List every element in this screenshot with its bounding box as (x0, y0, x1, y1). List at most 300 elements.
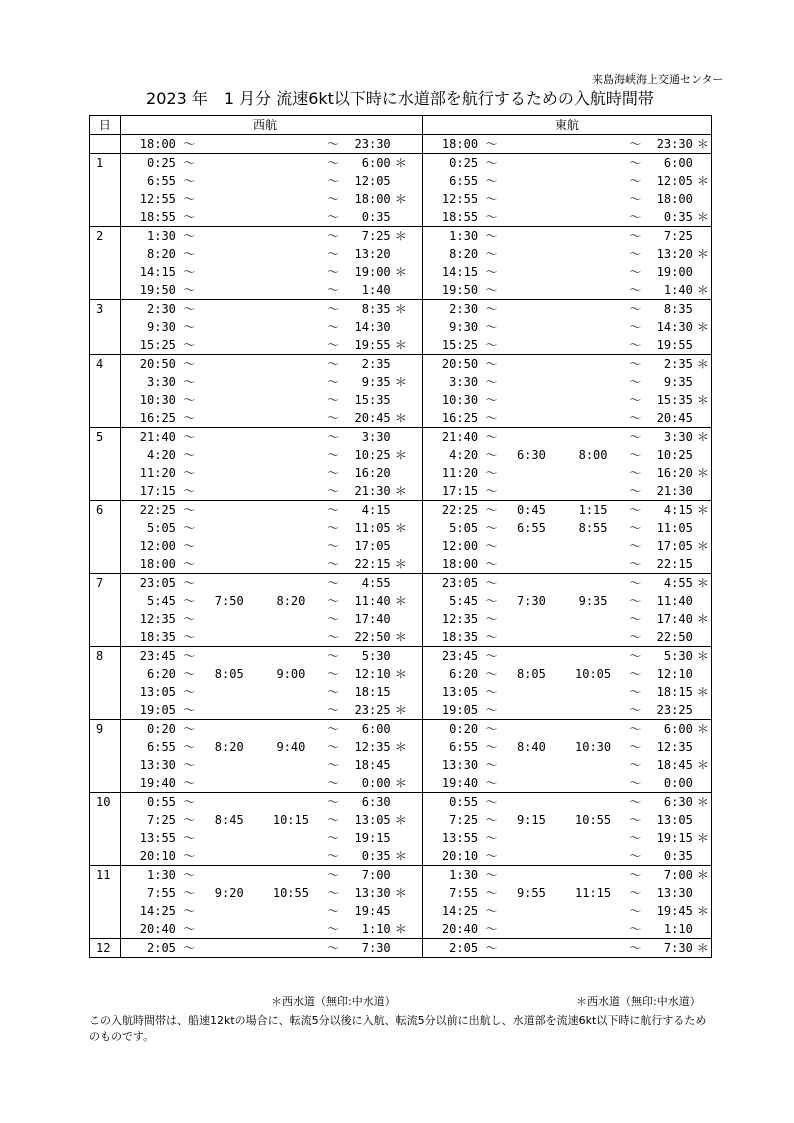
tilde-mark: ～ (323, 793, 344, 812)
east-end-time: 19:55 (656, 338, 693, 352)
west-channel-mark (393, 574, 409, 593)
east-start-time: 14:15 (441, 265, 479, 279)
tilde-mark: ～ (327, 922, 340, 936)
tilde-mark: ～ (179, 939, 200, 958)
tilde-mark: ～ (629, 849, 642, 863)
tilde-mark: ～ (625, 866, 646, 885)
east-stop-end (561, 154, 625, 173)
header-gap (409, 116, 422, 135)
west-stop-start (199, 902, 259, 920)
tilde-mark: ～ (629, 703, 642, 717)
west-channel-mark: ＊ (394, 375, 407, 389)
west-channel-mark (393, 939, 409, 958)
day-cell (90, 482, 121, 501)
tilde-mark: ～ (327, 283, 340, 297)
tilde-mark: ～ (327, 174, 340, 188)
east-start-time: 11:20 (441, 466, 479, 480)
east-channel-mark: ＊ (695, 172, 712, 190)
tilde-mark: ～ (485, 886, 498, 900)
west-start-time: 20:40 (139, 922, 176, 936)
day-cell (90, 373, 121, 391)
column-gap (409, 227, 422, 246)
west-channel-mark: ＊ (394, 484, 407, 498)
tilde-mark: ～ (629, 922, 642, 936)
column-gap (409, 409, 422, 428)
east-end-time: 18:45 (656, 758, 693, 772)
day-cell: 9 (90, 720, 121, 739)
west-stop-end (259, 190, 323, 208)
east-stop-end (561, 428, 625, 447)
table-row (90, 519, 712, 537)
day-cell (90, 446, 121, 464)
east-stop-end (561, 793, 625, 812)
east-stop-start (502, 482, 562, 501)
east-channel-mark: ＊ (695, 610, 712, 628)
west-stop-start (199, 720, 259, 739)
tilde-mark: ～ (485, 557, 498, 571)
east-start-time: 2:05 (422, 939, 481, 958)
table-row (90, 446, 712, 464)
tilde-mark: ～ (323, 574, 344, 593)
east-stop-start (502, 866, 562, 885)
tilde-mark: ～ (629, 375, 642, 389)
west-stop-start (199, 701, 259, 720)
east-start-time: 8:20 (449, 247, 479, 261)
table-row (90, 336, 712, 355)
east-stop-start (502, 756, 562, 774)
east-start-time: 1:30 (422, 866, 481, 885)
west-start-time: 23:45 (120, 647, 179, 666)
tilde-mark: ～ (629, 411, 642, 425)
tilde-mark: ～ (625, 720, 646, 739)
table-row (90, 811, 712, 829)
east-stop-end: 11:15 (575, 886, 612, 900)
tilde-mark: ～ (179, 866, 200, 885)
tilde-mark: ～ (327, 740, 340, 754)
tilde-mark: ～ (485, 813, 498, 827)
west-stop-end (259, 135, 323, 154)
day-cell: 10 (90, 793, 121, 812)
east-channel-mark (695, 847, 712, 866)
table-row (90, 281, 712, 300)
tilde-mark: ～ (485, 922, 498, 936)
west-start-time: 14:15 (139, 265, 176, 279)
west-end-time: 17:05 (354, 539, 391, 553)
west-stop-end (259, 263, 323, 281)
table-row (90, 738, 712, 756)
east-stop-start (502, 920, 562, 939)
tilde-mark: ～ (179, 793, 200, 812)
west-channel-mark: ＊ (394, 776, 407, 790)
east-stop-start (502, 172, 562, 190)
west-stop-start: 9:20 (214, 886, 244, 900)
west-start-time: 14:25 (139, 904, 176, 918)
column-gap (409, 683, 422, 701)
tilde-mark: ～ (629, 484, 642, 498)
west-end-time: 11:40 (354, 594, 391, 608)
west-start-time: 8:20 (147, 247, 176, 261)
west-stop-end (259, 446, 323, 464)
table-row (90, 592, 712, 610)
east-channel-mark: ＊ (695, 501, 712, 520)
east-end-time: 7:25 (645, 227, 694, 246)
west-end-time: 6:30 (343, 793, 392, 812)
west-start-time: 6:20 (147, 667, 176, 681)
east-channel-mark (695, 592, 712, 610)
west-stop-start (199, 373, 259, 391)
tilde-mark: ～ (183, 886, 196, 900)
east-stop-end (561, 866, 625, 885)
east-channel-mark: ＊ (695, 135, 712, 154)
day-cell: 5 (90, 428, 121, 447)
east-stop-end (561, 647, 625, 666)
table-row (90, 263, 712, 281)
day-cell (90, 555, 121, 574)
west-end-time: 19:15 (354, 831, 391, 845)
west-stop-end (259, 482, 323, 501)
east-channel-mark (695, 665, 712, 683)
east-stop-end (561, 720, 625, 739)
column-gap (409, 245, 422, 263)
tilde-mark: ～ (481, 501, 502, 520)
west-channel-mark (393, 720, 409, 739)
day-cell (90, 592, 121, 610)
tilde-mark: ～ (629, 740, 642, 754)
tilde-mark: ～ (183, 594, 196, 608)
tilde-mark: ～ (481, 227, 502, 246)
west-stop-start: 7:50 (214, 594, 244, 608)
tilde-mark: ～ (485, 283, 498, 297)
west-stop-end (259, 391, 323, 409)
west-stop-start (199, 208, 259, 227)
tilde-mark: ～ (183, 448, 196, 462)
west-end-time: 19:45 (354, 904, 391, 918)
west-start-time: 13:55 (139, 831, 176, 845)
day-cell (90, 738, 121, 756)
tilde-mark: ～ (183, 466, 196, 480)
east-start-time: 18:55 (441, 210, 479, 224)
west-channel-mark: ＊ (394, 192, 407, 206)
column-gap (409, 665, 422, 683)
west-start-time: 5:45 (147, 594, 176, 608)
east-start-time: 6:55 (449, 740, 479, 754)
west-stop-end (259, 756, 323, 774)
west-stop-start (199, 847, 259, 866)
west-end-time: 4:55 (343, 574, 392, 593)
east-end-time: 19:15 (656, 831, 693, 845)
west-channel-mark: ＊ (394, 849, 407, 863)
east-start-time: 5:05 (449, 521, 479, 535)
east-start-time: 7:25 (449, 813, 479, 827)
east-stop-end (561, 774, 625, 793)
tilde-mark: ～ (625, 793, 646, 812)
tilde-mark: ～ (485, 137, 498, 151)
west-start-time: 0:25 (120, 154, 179, 173)
column-gap (409, 555, 422, 574)
tilde-mark: ～ (629, 466, 642, 480)
east-stop-end (561, 847, 625, 866)
tilde-mark: ～ (183, 283, 196, 297)
tilde-mark: ～ (327, 320, 340, 334)
tilde-mark: ～ (327, 813, 340, 827)
tilde-mark: ～ (625, 428, 646, 447)
west-stop-end (259, 172, 323, 190)
east-start-time: 18:00 (441, 137, 479, 151)
east-channel-mark: ＊ (695, 683, 712, 701)
tilde-mark: ～ (629, 630, 642, 644)
east-stop-start: 0:45 (502, 501, 562, 520)
west-channel-mark (393, 647, 409, 666)
column-gap (409, 756, 422, 774)
header-east: 東航 (422, 116, 711, 135)
tilde-mark: ～ (629, 283, 642, 297)
west-channel-mark (393, 281, 409, 300)
page-title: 2023 年 1 月分 流速6kt以下時に水道部を航行するための入航時間帯 (146, 89, 654, 108)
east-stop-end (561, 391, 625, 409)
west-start-time: 13:30 (139, 758, 176, 772)
east-end-time: 11:40 (656, 594, 693, 608)
day-cell (90, 884, 121, 902)
column-gap (409, 793, 422, 812)
west-end-time: 6:00 (343, 154, 392, 173)
east-channel-mark (695, 628, 712, 647)
day-cell (90, 683, 121, 701)
table-row (90, 373, 712, 391)
west-channel-mark (393, 172, 409, 190)
tilde-mark: ～ (625, 939, 646, 958)
west-stop-start (199, 355, 259, 374)
day-cell (90, 172, 121, 190)
west-stop-start (199, 227, 259, 246)
west-channel-mark (393, 756, 409, 774)
column-gap (409, 829, 422, 847)
tilde-mark: ～ (481, 647, 502, 666)
tilde-mark: ～ (179, 501, 200, 520)
east-stop-end (561, 190, 625, 208)
day-cell: 4 (90, 355, 121, 374)
east-start-time: 19:40 (441, 776, 479, 790)
tilde-mark: ～ (183, 849, 196, 863)
west-start-time: 2:05 (120, 939, 179, 958)
column-gap (409, 537, 422, 555)
table-row (90, 628, 712, 647)
east-stop-end (561, 208, 625, 227)
column-gap (409, 592, 422, 610)
tilde-mark: ～ (629, 667, 642, 681)
tilde-mark: ～ (625, 154, 646, 173)
east-start-time: 12:55 (441, 192, 479, 206)
east-stop-end (561, 920, 625, 939)
east-channel-mark (695, 884, 712, 902)
west-stop-start (199, 154, 259, 173)
table-row (90, 610, 712, 628)
tilde-mark: ～ (327, 192, 340, 206)
west-start-time: 6:55 (147, 740, 176, 754)
east-stop-start (502, 555, 562, 574)
east-stop-start: 9:15 (516, 813, 546, 827)
tilde-mark: ～ (183, 484, 196, 498)
east-end-time: 21:30 (656, 484, 693, 498)
west-stop-end (259, 628, 323, 647)
table-row (90, 902, 712, 920)
west-stop-start: 8:45 (214, 813, 244, 827)
west-stop-start (199, 793, 259, 812)
east-stop-end (561, 172, 625, 190)
west-stop-start: 8:20 (214, 740, 244, 754)
tilde-mark: ～ (629, 210, 642, 224)
east-end-time: 22:15 (656, 557, 693, 571)
table-row (90, 866, 712, 885)
tilde-mark: ～ (179, 720, 200, 739)
west-channel-mark: ＊ (394, 630, 407, 644)
tilde-mark: ～ (183, 758, 196, 772)
west-channel-mark: ＊ (393, 154, 409, 173)
west-start-time: 12:55 (139, 192, 176, 206)
west-channel-mark: ＊ (394, 411, 407, 425)
tilde-mark: ～ (625, 300, 646, 319)
west-start-time: 23:05 (120, 574, 179, 593)
west-stop-start (199, 464, 259, 482)
table-row (90, 318, 712, 336)
table-row (90, 154, 712, 173)
west-stop-end (259, 154, 323, 173)
east-end-time: 8:35 (645, 300, 694, 319)
tilde-mark: ～ (485, 174, 498, 188)
tilde-mark: ～ (629, 192, 642, 206)
west-end-time: 18:15 (354, 685, 391, 699)
tilde-mark: ～ (183, 813, 196, 827)
east-start-time: 13:05 (441, 685, 479, 699)
day-cell: 8 (90, 647, 121, 666)
table-row (90, 482, 712, 501)
tilde-mark: ～ (485, 904, 498, 918)
day-cell: 6 (90, 501, 121, 520)
east-stop-end (561, 227, 625, 246)
west-start-time: 9:30 (147, 320, 176, 334)
east-channel-mark: ＊ (695, 939, 712, 958)
column-gap (409, 574, 422, 593)
tilde-mark: ～ (183, 375, 196, 389)
east-channel-mark: ＊ (695, 756, 712, 774)
east-start-time: 19:50 (441, 283, 479, 297)
tilde-mark: ～ (629, 776, 642, 790)
west-start-time: 3:30 (147, 375, 176, 389)
column-gap (409, 263, 422, 281)
tilde-mark: ～ (183, 393, 196, 407)
west-stop-start (199, 501, 259, 520)
west-start-time: 19:40 (139, 776, 176, 790)
tilde-mark: ～ (485, 703, 498, 717)
east-stop-start (502, 300, 562, 319)
east-channel-mark (695, 774, 712, 793)
west-channel-mark (393, 793, 409, 812)
west-channel-mark (393, 245, 409, 263)
table-row (90, 172, 712, 190)
table-row (90, 829, 712, 847)
tilde-mark: ～ (183, 320, 196, 334)
east-stop-start: 6:30 (516, 448, 546, 462)
east-end-time: 3:30 (645, 428, 694, 447)
east-start-time: 12:35 (441, 612, 479, 626)
day-cell: 7 (90, 574, 121, 593)
east-stop-start (502, 628, 562, 647)
east-end-time: 4:15 (645, 501, 694, 520)
day-cell (90, 537, 121, 555)
west-start-time: 11:20 (139, 466, 176, 480)
east-stop-end (561, 628, 625, 647)
legend-east: ＊西水道（無印:中水道） (576, 995, 701, 1008)
tilde-mark: ～ (183, 776, 196, 790)
west-stop-end (259, 355, 323, 374)
column-gap (409, 519, 422, 537)
table-row (90, 464, 712, 482)
tilde-mark: ～ (485, 630, 498, 644)
day-cell (90, 920, 121, 939)
tilde-mark: ～ (327, 667, 340, 681)
east-stop-start (502, 263, 562, 281)
day-cell (90, 263, 121, 281)
east-end-time: 1:40 (663, 283, 693, 297)
west-stop-start (199, 537, 259, 555)
east-stop-start (502, 701, 562, 720)
tilde-mark: ～ (629, 685, 642, 699)
west-stop-start (199, 920, 259, 939)
table-row (90, 720, 712, 739)
tilde-mark: ～ (625, 574, 646, 593)
west-end-time: 11:05 (354, 521, 391, 535)
west-stop-end (259, 683, 323, 701)
tilde-mark: ～ (481, 154, 502, 173)
column-gap (409, 300, 422, 319)
west-end-time: 0:35 (361, 210, 391, 224)
west-stop-start (199, 628, 259, 647)
column-gap (409, 391, 422, 409)
day-cell (90, 281, 121, 300)
west-end-time: 22:50 (354, 630, 391, 644)
west-channel-mark (393, 318, 409, 336)
west-end-time: 14:30 (354, 320, 391, 334)
west-stop-start (199, 245, 259, 263)
tilde-mark: ～ (485, 320, 498, 334)
east-end-time: 17:40 (656, 612, 693, 626)
table-row (90, 574, 712, 593)
west-end-time: 16:20 (354, 466, 391, 480)
west-stop-end (259, 519, 323, 537)
west-start-time: 5:05 (147, 521, 176, 535)
tilde-mark: ～ (481, 939, 502, 958)
east-start-time: 20:50 (422, 355, 481, 374)
east-start-time: 15:25 (441, 338, 479, 352)
tilde-mark: ～ (625, 647, 646, 666)
tilde-mark: ～ (485, 758, 498, 772)
tilde-mark: ～ (481, 355, 502, 374)
west-stop-end (259, 300, 323, 319)
west-channel-mark (393, 501, 409, 520)
east-end-time: 6:00 (645, 154, 694, 173)
tilde-mark: ～ (183, 630, 196, 644)
table-row (90, 428, 712, 447)
west-channel-mark: ＊ (394, 667, 407, 681)
east-end-time: 17:05 (656, 539, 693, 553)
tilde-mark: ～ (183, 210, 196, 224)
tilde-mark: ～ (179, 227, 200, 246)
east-stop-start (502, 902, 562, 920)
tilde-mark: ～ (629, 557, 642, 571)
tilde-mark: ～ (327, 265, 340, 279)
east-stop-start (502, 829, 562, 847)
east-stop-start (502, 245, 562, 263)
east-start-time: 4:20 (449, 448, 479, 462)
